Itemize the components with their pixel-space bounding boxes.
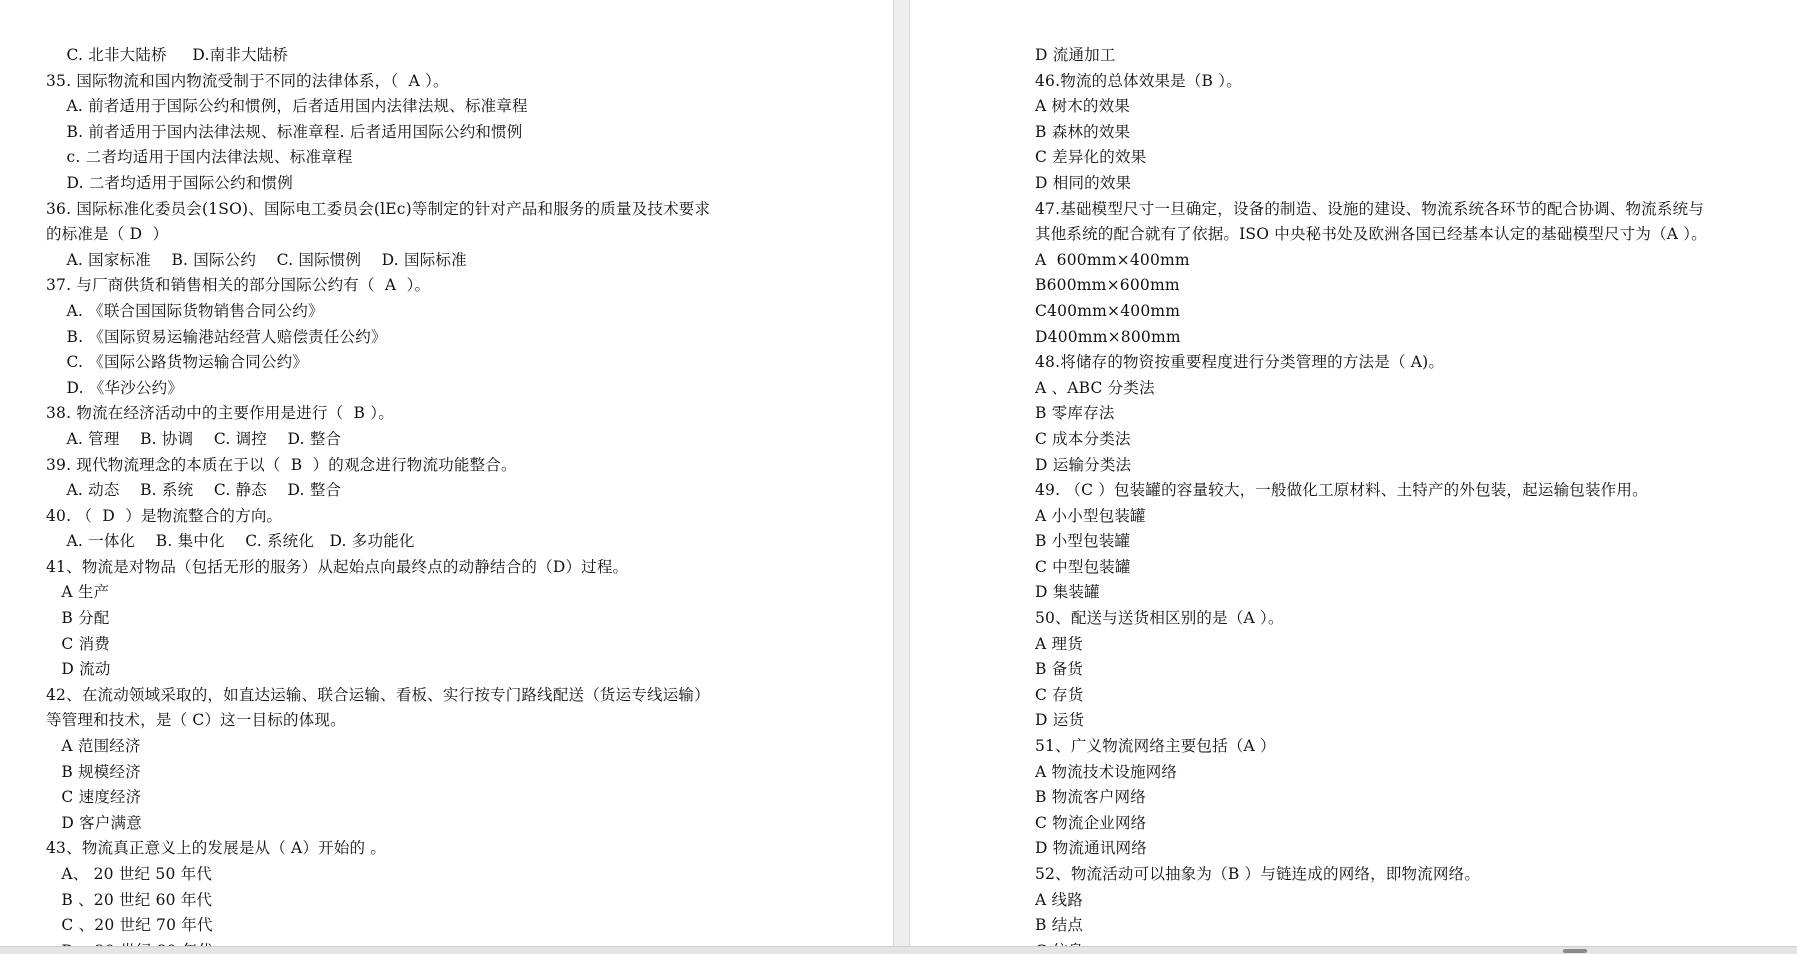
text-line: 49. （C ）包装罐的容量较大，一般做化工原材料、土特产的外包装，起运输包装作用。	[1035, 481, 1648, 500]
text-line: 41、物流是对物品（包括无形的服务）从起始点向最终点的动静结合的（D）过程。	[46, 557, 629, 576]
text-line: A 600mm×400mm	[1035, 250, 1190, 269]
text-line: D 运输分类法	[1035, 455, 1132, 474]
text-line: B 结点	[1035, 916, 1084, 935]
text-line: B 规模经济	[46, 762, 141, 781]
text-line: D 流动	[46, 660, 111, 679]
text-line: D 客户满意	[46, 813, 142, 832]
text-line: C 物流企业网络	[1035, 813, 1147, 832]
text-line: D 流通加工	[1035, 46, 1116, 64]
text-line: 等管理和技术，是（ C）这一目标的体现。	[46, 711, 346, 730]
text-line: A. 一体化 B. 集中化 C. 系统化 D. 多功能化	[46, 532, 415, 551]
text-line: 37. 与厂商供货和销售相关的部分国际公约有（ A ）。	[46, 276, 431, 295]
text-line: C 存货	[1035, 685, 1084, 704]
horizontal-scrollbar[interactable]	[0, 946, 1797, 954]
text-line: A. 国家标准 B. 国际公约 C. 国际惯例 D. 国际标准	[46, 250, 467, 269]
text-line: 52、物流活动可以抽象为（B ）与链连成的网络，即物流网络。	[1035, 865, 1481, 883]
page-text	[46, 43, 846, 954]
text-line: A. 《联合国国际货物销售合同公约》	[46, 301, 324, 320]
text-line: A 小小型包装罐	[1035, 506, 1146, 525]
text-line: D400mm×800mm	[1035, 327, 1181, 346]
page-text	[1035, 43, 1775, 954]
text-line: 48.将储存的物资按重要程度进行分类管理的方法是（ A)。	[1035, 353, 1445, 372]
document-page-left	[0, 0, 893, 954]
text-line: B 、20 世纪 60 年代	[46, 890, 213, 909]
text-line: A 物流技术设施网络	[1035, 762, 1178, 781]
text-line: 46.物流的总体效果是（B ）。	[1035, 71, 1242, 90]
text-line: C 成本分类法	[1035, 429, 1131, 448]
text-line: C 中型包装罐	[1035, 557, 1131, 576]
page-gap	[893, 0, 910, 954]
text-line: 39. 现代物流理念的本质在于以（ B ）的观念进行物流功能整合。	[46, 455, 517, 474]
text-line: B 备货	[1035, 660, 1084, 679]
text-line: 50、配送与送货相区别的是（A ）。	[1035, 609, 1284, 628]
text-line: B 物流客户网络	[1035, 788, 1146, 807]
text-line: 36. 国际标准化委员会(1SO)、国际电工委员会(lEc)等制定的针对产品和服务的质量及技术要求	[46, 199, 711, 218]
text-line: C. 《国际公路货物运输合同公约》	[46, 353, 309, 372]
text-line: C 差异化的效果	[1035, 148, 1147, 167]
text-line: B 分配	[46, 609, 110, 628]
text-line: B600mm×600mm	[1035, 276, 1180, 295]
text-line: A 生产	[46, 583, 110, 602]
text-line: 43、物流真正意义上的发展是从（ A）开始的 。	[46, 839, 387, 858]
scrollbar-thumb[interactable]	[1563, 949, 1587, 953]
text-line: C 、20 世纪 70 年代	[46, 916, 213, 935]
text-line: 51、广义物流网络主要包括（A ）	[1035, 737, 1276, 756]
text-line: A 、ABC 分类法	[1035, 378, 1155, 397]
text-line: A 树木的效果	[1035, 97, 1131, 116]
text-line: A 线路	[1035, 890, 1083, 909]
text-line: 40. （ D ）是物流整合的方向。	[46, 506, 283, 525]
text-line: A、 20 世纪 50 年代	[46, 865, 213, 883]
text-line: D. 《华沙公约》	[46, 378, 184, 397]
text-line: D. 二者均适用于国际公约和惯例	[46, 173, 293, 192]
text-line: C 速度经济	[46, 788, 142, 807]
text-line: B 零库存法	[1035, 404, 1115, 423]
text-line: 38. 物流在经济活动中的主要作用是进行（ B ）。	[46, 404, 394, 423]
text-line: B 森林的效果	[1035, 122, 1131, 141]
text-line: A 范围经济	[46, 737, 141, 756]
text-line: C 消费	[46, 634, 110, 653]
text-line: 47.基础模型尺寸一旦确定，设备的制造、设施的建设、物流系统各环节的配合协调、物流系统与	[1035, 199, 1704, 218]
text-line: 其他系统的配合就有了依据。ISO 中央秘书处及欧洲各国已经基本认定的基础模型尺寸为（A ）。	[1035, 225, 1707, 244]
text-line: A. 动态 B. 系统 C. 静态 D. 整合	[46, 481, 342, 500]
text-line: A. 管理 B. 协调 C. 调控 D. 整合	[46, 429, 342, 448]
text-line: B 小型包装罐	[1035, 532, 1131, 551]
text-line: B. 《国际贸易运输港站经营人赔偿责任公约》	[46, 327, 387, 346]
text-line: D 运货	[1035, 711, 1085, 730]
text-line: C400mm×400mm	[1035, 301, 1181, 320]
text-line: 42、在流动领域采取的，如直达运输、联合运输、看板、实行按专门路线配送（货运专线运输）	[46, 685, 710, 704]
text-line: D 集装罐	[1035, 583, 1100, 602]
text-line: 的标准是（ D ）	[46, 225, 169, 244]
document-page-right	[910, 0, 1797, 954]
text-line: B. 前者适用于国内法律法规、标准章程. 后者适用国际公约和惯例	[46, 122, 523, 141]
text-line: C. 北非大陆桥 D.南非大陆桥	[46, 46, 289, 64]
text-line: A 理货	[1035, 634, 1083, 653]
text-line: D 相同的效果	[1035, 173, 1132, 192]
text-line: D 物流通讯网络	[1035, 839, 1147, 858]
text-line: c. 二者均适用于国内法律法规、标准章程	[46, 148, 353, 167]
text-line: A. 前者适用于国际公约和惯例，后者适用国内法律法规、标准章程	[46, 97, 528, 116]
text-line: 35. 国际物流和国内物流受制于不同的法律体系，（ A ）。	[46, 71, 449, 90]
